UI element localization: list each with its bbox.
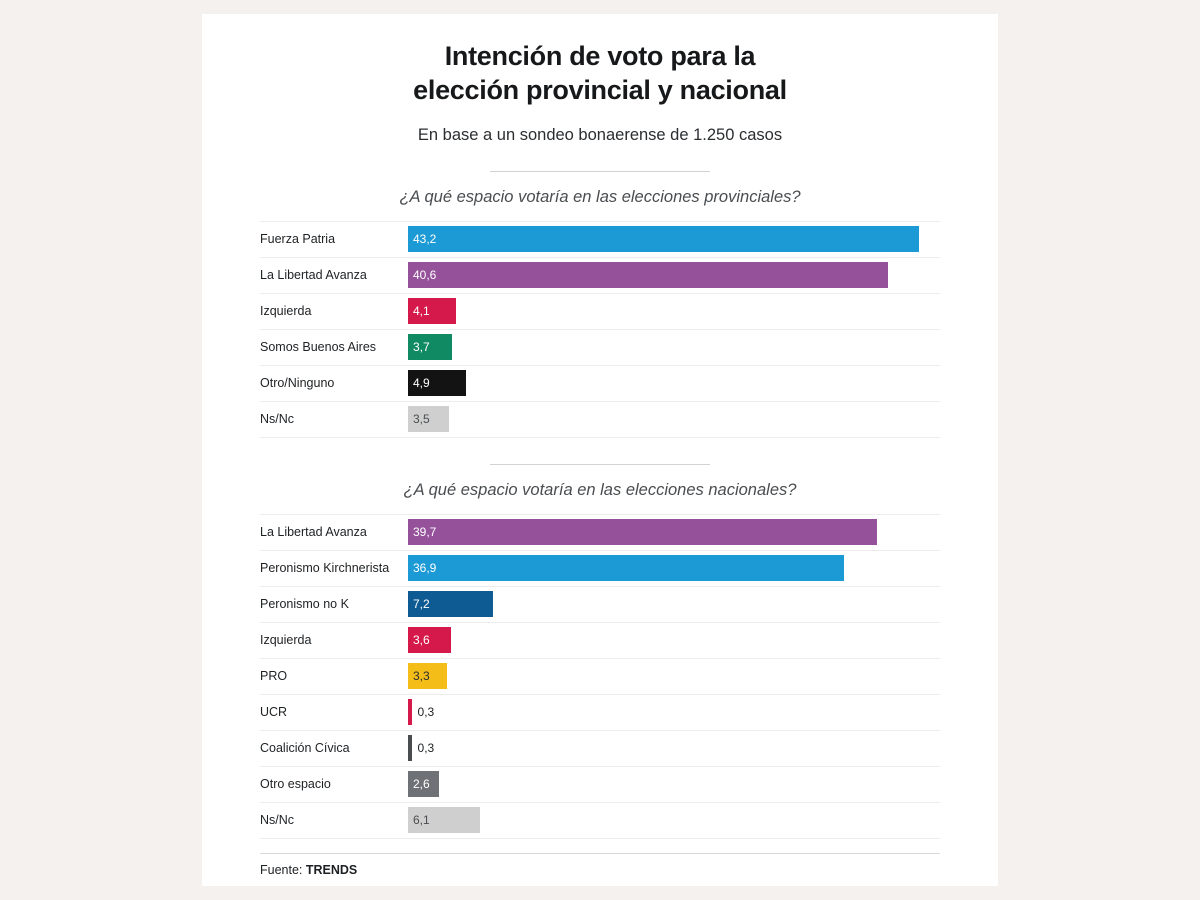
- title-line-1: Intención de voto para la: [444, 41, 756, 71]
- page-title: [260, 40, 940, 108]
- bar-track: [408, 771, 940, 797]
- source-note: [260, 853, 940, 877]
- bar-chart-provincial: [260, 221, 940, 438]
- bar-value-label: 36,9: [413, 561, 437, 575]
- bar-value-label: 3,7: [413, 340, 430, 354]
- bar-value-label: 7,2: [413, 597, 430, 611]
- bar: [408, 262, 888, 288]
- bar: [408, 663, 447, 689]
- table-row: [260, 221, 940, 258]
- bar-track: [408, 406, 940, 432]
- table-row: [260, 514, 940, 551]
- bar: [408, 699, 435, 725]
- bar-track: [408, 663, 940, 689]
- bar-value-label: 43,2: [413, 232, 437, 246]
- bar: [408, 370, 466, 396]
- bar: [408, 519, 877, 545]
- bar-category-label: PRO: [260, 669, 288, 683]
- subtitle: En base a un sondeo bonaerense de 1.250 casos: [417, 125, 783, 144]
- chart-title-provincial: ¿A qué espacio votaría en las elecciones provinciales?: [399, 187, 801, 206]
- bar-track: [408, 699, 940, 725]
- bar: [408, 591, 493, 617]
- bar-value-label: 4,1: [413, 304, 430, 318]
- bar-value-label: 3,6: [413, 633, 430, 647]
- table-row: [260, 695, 940, 731]
- table-row: [260, 659, 940, 695]
- bar-track: [408, 591, 940, 617]
- table-row: [260, 551, 940, 587]
- bar-category-label: Coalición Cívica: [260, 741, 350, 755]
- bar: [408, 807, 480, 833]
- bar-category-label: UCR: [260, 705, 288, 719]
- table-row: [260, 294, 940, 330]
- bar-track: [408, 262, 940, 288]
- bar-category-label: Fuerza Patria: [260, 232, 336, 246]
- bar-value-label: 39,7: [413, 525, 437, 539]
- bar-track: [408, 735, 940, 761]
- bar-track: [408, 519, 940, 545]
- bar-value-label: 4,9: [413, 376, 430, 390]
- bar-value-label: 0,3: [417, 705, 435, 719]
- bar: [408, 334, 452, 360]
- bar-category-label: Peronismo no K: [260, 597, 349, 611]
- infographic-content: [202, 14, 998, 877]
- bar-category-label: Izquierda: [260, 304, 312, 318]
- bar-value-label: 3,3: [413, 669, 430, 683]
- bar-track: [408, 555, 940, 581]
- bar-value-label: 6,1: [413, 813, 430, 827]
- bar-category-label: Izquierda: [260, 633, 312, 647]
- bar-category-label: Somos Buenos Aires: [260, 340, 377, 354]
- table-row: [260, 803, 940, 839]
- bar-track: [408, 298, 940, 324]
- bar-category-label: La Libertad Avanza: [260, 268, 367, 282]
- bar-category-label: Otro/Ninguno: [260, 376, 335, 390]
- bar: [408, 771, 439, 797]
- bar-track: [408, 807, 940, 833]
- bar-track: [408, 370, 940, 396]
- bar-track: [408, 334, 940, 360]
- chart-title-nacional: ¿A qué espacio votaría en las elecciones nacionales?: [403, 480, 797, 499]
- infographic-card: [202, 14, 998, 886]
- bar: [408, 298, 456, 324]
- source-name: TRENDS: [305, 862, 358, 877]
- bar: [408, 627, 451, 653]
- bar-category-label: Ns/Nc: [260, 412, 295, 426]
- title-line-2: elección provincial y nacional: [413, 74, 787, 105]
- source-prefix: Fuente:: [260, 862, 306, 877]
- bar: [408, 406, 449, 432]
- bar-value-label: 0,3: [417, 741, 435, 755]
- table-row: [260, 587, 940, 623]
- divider-middle: [490, 464, 710, 465]
- bar-category-label: Peronismo Kirchnerista: [260, 561, 390, 575]
- table-row: [260, 258, 940, 294]
- table-row: [260, 731, 940, 767]
- bar-value-label: 40,6: [413, 268, 437, 282]
- bar-category-label: Ns/Nc: [260, 813, 295, 827]
- table-row: [260, 767, 940, 803]
- bar-chart-nacional: [260, 514, 940, 839]
- bar-track: [408, 226, 940, 252]
- bar: [408, 555, 844, 581]
- table-row: [260, 366, 940, 402]
- table-row: [260, 402, 940, 438]
- table-row: [260, 330, 940, 366]
- bar-value-label: 2,6: [413, 777, 430, 791]
- bar-value-label: 3,5: [413, 412, 430, 426]
- bar-track: [408, 627, 940, 653]
- bar: [408, 226, 919, 252]
- bar-category-label: Otro espacio: [260, 777, 331, 791]
- divider-top: [490, 171, 710, 172]
- bar: [408, 735, 435, 761]
- table-row: [260, 623, 940, 659]
- bar-category-label: La Libertad Avanza: [260, 525, 367, 539]
